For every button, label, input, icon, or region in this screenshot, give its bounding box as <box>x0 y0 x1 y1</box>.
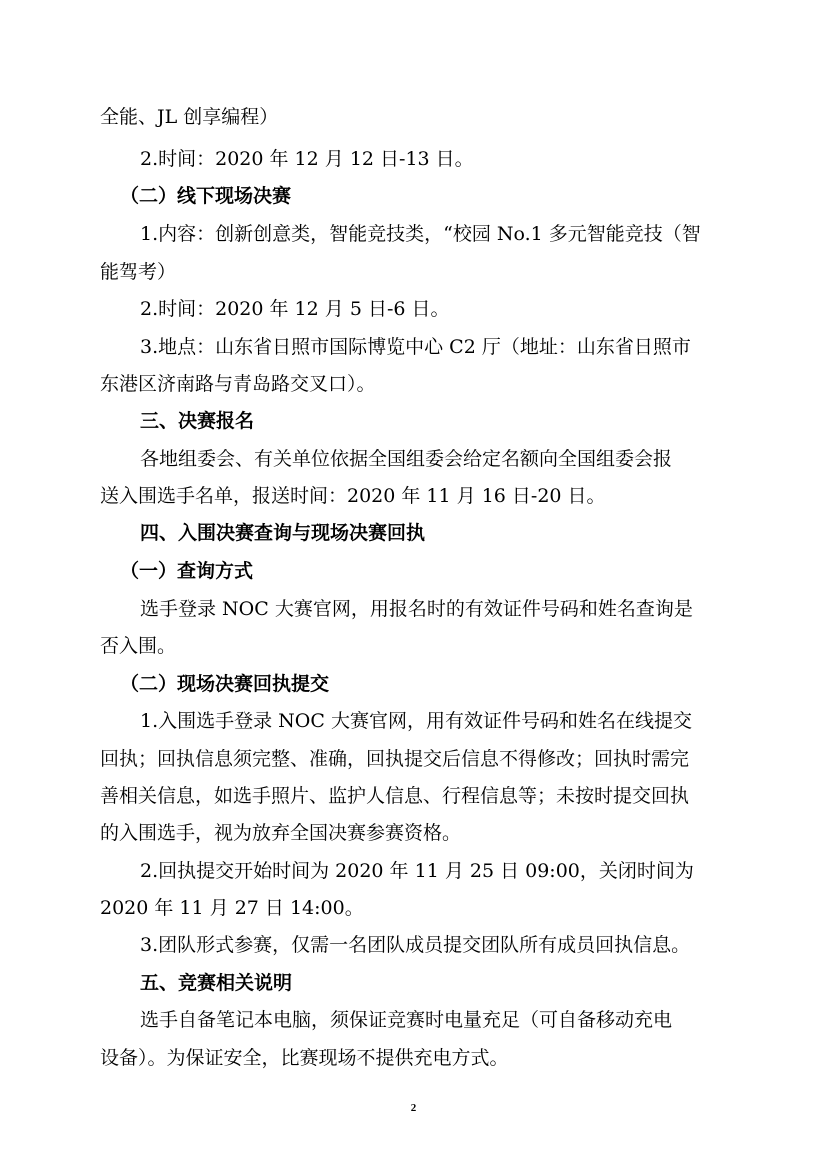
text-line: 选手自备笔记本电脑，须保证竞赛时电量充足（可自备移动充电 <box>140 1009 673 1031</box>
text-line: 的入围选手，视为放弃全国决赛参赛资格。 <box>100 822 462 844</box>
section-heading: 四、入围决赛查询与现场决赛回执 <box>140 522 426 544</box>
text-line: 1.内容：创新创意类，智能竞技类，“校园 No.1 多元智能竞技（智 <box>140 223 701 245</box>
text-line: 2.时间：2020 年 12 月 12 日-13 日。 <box>140 148 474 170</box>
text-line: 回执；回执信息须完整、准确，回执提交后信息不得修改；回执时需完 <box>100 748 690 770</box>
text-line: 设备）。为保证安全，比赛现场不提供充电方式。 <box>100 1047 509 1069</box>
subsection-heading: （一）查询方式 <box>120 560 254 582</box>
text-line: 3.团队形式参赛，仅需一名团队成员提交团队所有成员回执信息。 <box>140 934 691 956</box>
page-number: 2 <box>410 1102 417 1114</box>
subsection-heading: （二）现场决赛回执提交 <box>120 673 330 695</box>
text-line: 3.地点：山东省日照市国际博览中心 C2 厅（地址：山东省日照市 <box>140 336 691 358</box>
text-line: 2.时间：2020 年 12 月 5 日-6 日。 <box>140 298 450 320</box>
text-line: 选手登录 NOC 大赛官网，用报名时的有效证件号码和姓名查询是 <box>140 598 693 620</box>
text-line: 全能、JL 创享编程） <box>100 106 279 128</box>
text-line: 送入围选手名单，报送时间：2020 年 11 月 16 日-20 日。 <box>100 485 606 507</box>
text-line: 否入围。 <box>100 635 177 657</box>
section-heading: 五、竞赛相关说明 <box>140 972 293 994</box>
subsection-heading: （二）线下现场决赛 <box>120 185 292 207</box>
text-line: 东港区济南路与青岛路交叉口）。 <box>100 373 376 395</box>
text-line: 2020 年 11 月 27 日 14:00。 <box>100 897 364 919</box>
text-line: 2.回执提交开始时间为 2020 年 11 月 25 日 09:00，关闭时间为 <box>140 860 694 882</box>
text-line: 善相关信息，如选手照片、监护人信息、行程信息等；未按时提交回执 <box>100 785 690 807</box>
text-line: 各地组委会、有关单位依据全国组委会给定名额向全国组委会报 <box>140 448 673 470</box>
section-heading: 三、决赛报名 <box>140 410 255 432</box>
text-line: 1.入围选手登录 NOC 大赛官网，用有效证件号码和姓名在线提交 <box>140 710 692 732</box>
text-line: 能驾考） <box>100 261 177 283</box>
